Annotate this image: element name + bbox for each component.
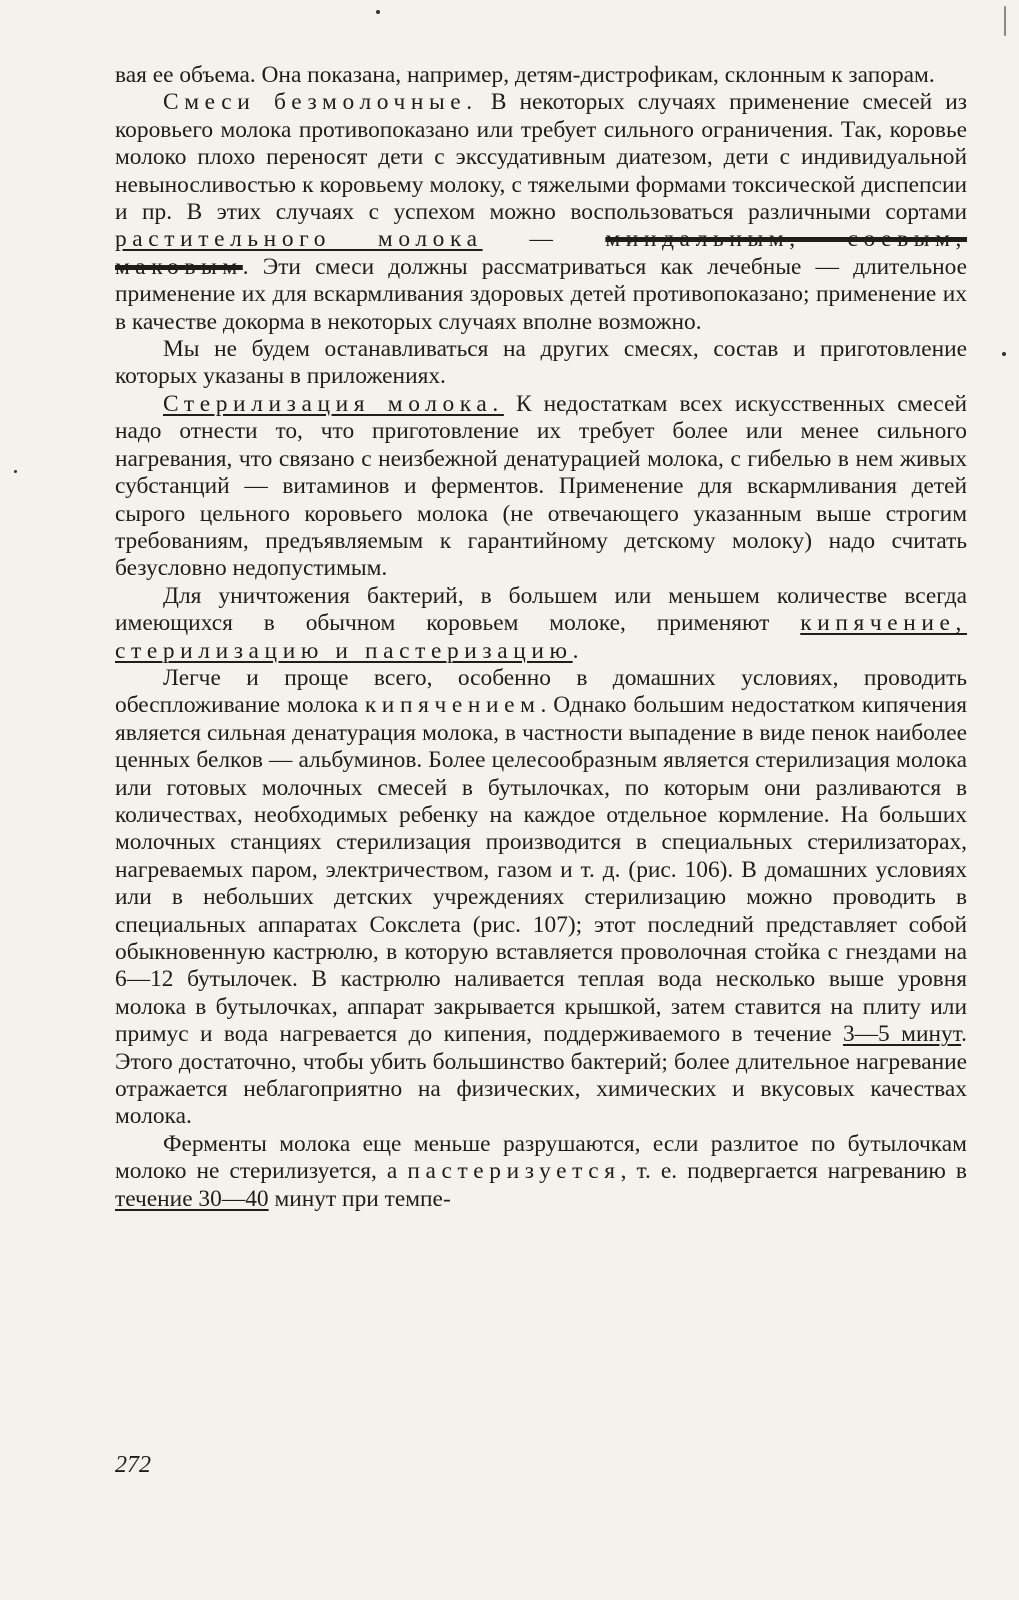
text-run: Мы не будем останавливаться на других смесях, состав и приготовление которых указаны в приложениях. [115,336,967,390]
text-run: . Эти смеси должны рассматриваться как лечебные — длительное применение их для вскармливания здоровых детей противопоказано; применение их в качестве докорма в некоторых случаях вполне возможно. [115,253,967,335]
page-number: 272 [115,1452,151,1478]
scan-speck [376,10,380,14]
paragraph [115,89,967,336]
paragraph [115,583,967,665]
paragraph [115,1131,967,1213]
scan-speck [1004,6,1006,36]
text-run: Легче и проще всего, особенно в домашних условиях, проводить обеспложивание молока [115,664,967,719]
page-body [115,62,967,1213]
text-run: кипячение, стерилизацию и пастеризацию [115,610,967,664]
text-run: Для уничтожения бактерий, в большем или меньшем количестве всегда имеющихся в обычном коровьем молоке, применяют [115,582,967,637]
text-run: К недостаткам всех искусственных смесей надо отнести то, что приготовление их требует более или менее сильного нагревания, что связано с неизбежной денатурацией молока, с гибелью в нем живых субстанций — витаминов и ферментов. Применение для вскармливания детей сырого цельного коровьего молока (не отвечающего указанным выше строгим требованиям, предъявляемым к гарантийному детскому молоку) надо считать безусловно недопустимым. [115,390,967,582]
text-run: . Однако большим недостатком кипячения является сильная денатурация молока, в частности выпадение в виде пенок наиболее ценных белков — альбуминов. Более целесообразным является стерилизация молока или готовых молочных смесей в бутылочках, по которым они разливаются в количествах, необходимых ребенку на каждое отдельное кормление. На больших молочных станциях стерилизация производится в специальных стерилизаторах, нагреваемых паром, электричеством, газом и т. д. (рис. 106). В домашних условиях или в небольших детских учреждениях стерилизацию можно проводить в специальных аппаратах Сокслета (рис. 107); этот последний представляет собой обыкновенную кастрюлю, в которую вставляется проволочная стойка с гнездами на 6—12 бутылочек. В кастрюлю наливается теплая вода несколько выше уровня молока в бутылочках, аппарат закрывается крышкой, затем ставится на плиту или примус и вода нагревается до кипения, поддерживаемого в течение [115,692,968,1048]
text-run: вая ее объема. Она показана, например, детям-дистрофикам, склонным к запорам. [115,62,935,88]
text-run: кипячением [364,692,541,719]
text-run: 3—5 минут [842,1021,962,1048]
text-run: пастеризуется [407,1158,621,1185]
paragraph [115,391,967,583]
text-run: Смеси безмолочные. [163,89,478,116]
paragraph [115,336,967,391]
text-run: Стерилизация молока. [163,390,504,417]
text-run: Ферменты молока еще меньше разрушаются, если разлитое по бутылочкам молоко не стерилизуется, а [115,1130,967,1185]
text-run: . [572,637,579,664]
text-run: миндальным, соевым, маковым [115,226,968,280]
text-run: течение 30—40 [115,1185,269,1212]
text-run: . Этого достаточно, чтобы убить большинство бактерий; более длительное нагревание отражается неблагоприятно на физических, химических и вкусовых качествах молока. [115,1021,967,1130]
scan-speck [1002,352,1006,356]
text-run: — [482,226,606,253]
text-run: минут при темпе- [268,1185,451,1212]
paragraph [115,665,967,1131]
paragraph [115,62,967,89]
text-run: В некоторых случаях применение смесей из коровьего молока противопоказано или требует сильного ограничения. Так, коровье молоко плохо переносят дети с экссудативным диатезом, дети с индивидуальной невыносливостью к коровьему молоку, с тяжелыми формами токсической диспепсии и пр. В этих случаях с успехом можно воспользоваться различными сортами [115,89,967,226]
text-run: растительного молока [115,226,483,253]
scan-speck [14,470,17,473]
text-run: , т. е. подвергается нагреванию в [620,1158,967,1185]
